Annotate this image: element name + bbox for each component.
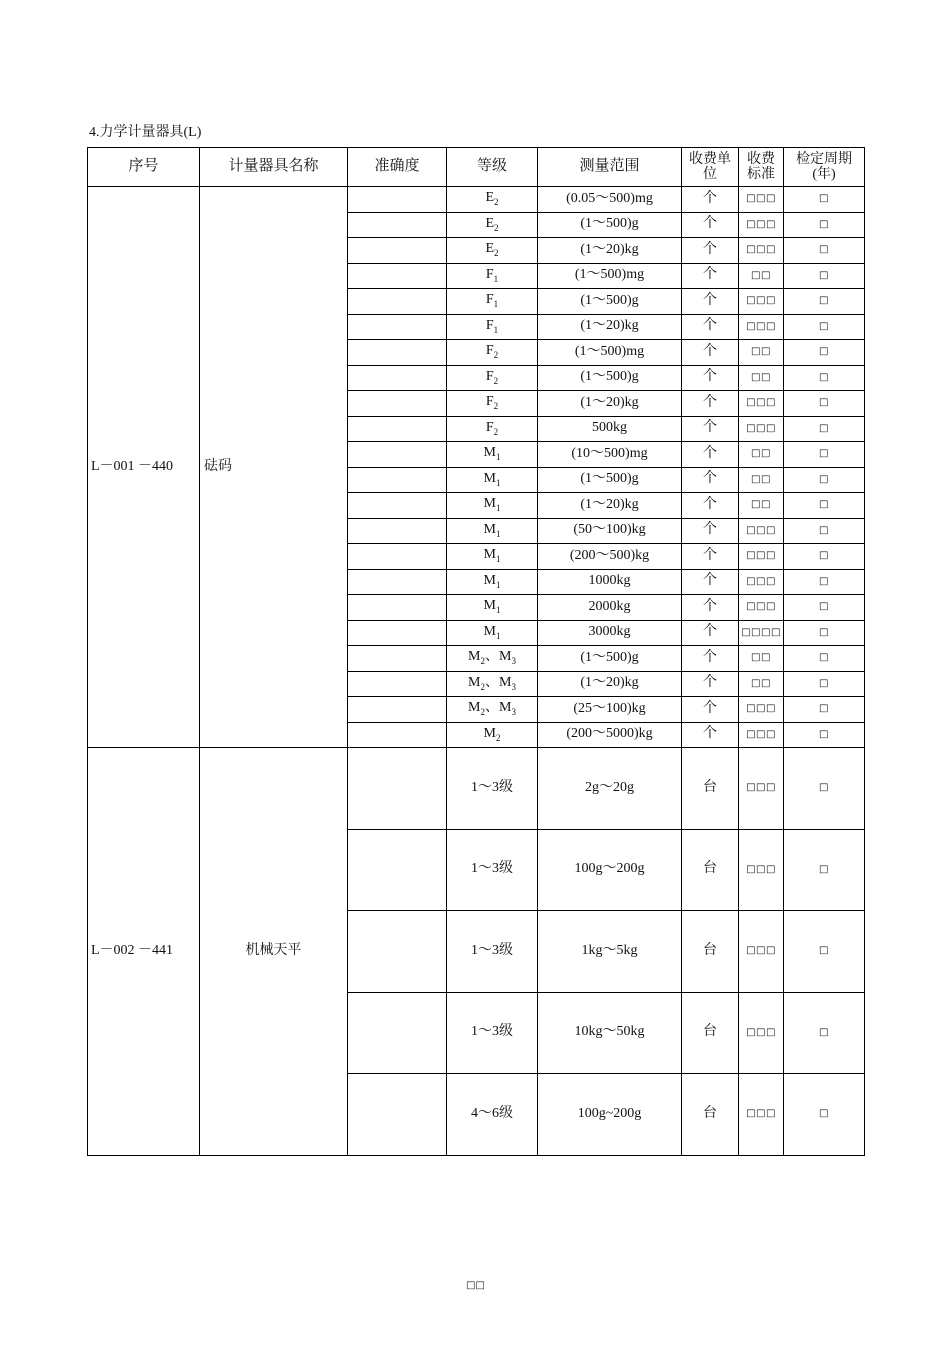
range-cell: (1～20)kg — [538, 314, 682, 340]
grade-cell: $M_1$ — [447, 569, 538, 595]
range-cell: (0.05～500)mg — [538, 187, 682, 213]
period-cell: □ — [784, 1074, 865, 1156]
unit-cell: 个 — [682, 518, 739, 544]
accuracy-cell — [348, 544, 447, 570]
period-cell: □ — [784, 697, 865, 723]
table-row — [88, 748, 865, 830]
accuracy-cell — [348, 646, 447, 672]
fee-cell: □□□ — [739, 569, 784, 595]
range-cell: 1kg～5kg — [538, 911, 682, 993]
fee-cell: □□□ — [739, 992, 784, 1074]
unit-cell: 个 — [682, 365, 739, 391]
fee-cell: □□□□ — [739, 620, 784, 646]
unit-cell: 台 — [682, 829, 739, 911]
range-cell: (1～500)g — [538, 646, 682, 672]
period-cell: □ — [784, 442, 865, 468]
period-cell: □ — [784, 544, 865, 570]
range-cell: 100g～200g — [538, 829, 682, 911]
unit-cell: 个 — [682, 238, 739, 264]
range-cell: 2000kg — [538, 595, 682, 621]
fee-cell: □□□ — [739, 911, 784, 993]
range-cell: 2g～20g — [538, 748, 682, 830]
unit-cell: 个 — [682, 671, 739, 697]
fee-cell: □□□ — [739, 314, 784, 340]
range-cell: (1～500)g — [538, 212, 682, 238]
unit-cell: 个 — [682, 416, 739, 442]
range-cell: (1～500)g — [538, 365, 682, 391]
unit-cell: 个 — [682, 595, 739, 621]
range-cell: 3000kg — [538, 620, 682, 646]
accuracy-cell — [348, 365, 447, 391]
period-cell: □ — [784, 365, 865, 391]
unit-cell: 台 — [682, 1074, 739, 1156]
period-cell: □ — [784, 493, 865, 519]
range-cell: (25～100)kg — [538, 697, 682, 723]
item-code: L－001 －440 — [88, 187, 200, 748]
fee-cell: □□ — [739, 467, 784, 493]
grade-cell: $F_2$ — [447, 416, 538, 442]
unit-cell: 台 — [682, 911, 739, 993]
fee-cell: □□□ — [739, 544, 784, 570]
range-cell: (1～500)g — [538, 289, 682, 315]
accuracy-cell — [348, 595, 447, 621]
header-accuracy: 准确度 — [348, 148, 447, 187]
unit-cell: 个 — [682, 544, 739, 570]
period-cell: □ — [784, 722, 865, 748]
grade-cell: $M_1$ — [447, 544, 538, 570]
header-name: 计量器具名称 — [200, 148, 348, 187]
grade-cell: $F_2$ — [447, 340, 538, 366]
period-cell: □ — [784, 289, 865, 315]
fee-cell: □□□ — [739, 1074, 784, 1156]
accuracy-cell — [348, 238, 447, 264]
header-period: 检定周期 (年) — [784, 148, 865, 187]
unit-cell: 个 — [682, 620, 739, 646]
instrument-table — [87, 147, 865, 1156]
period-cell: □ — [784, 829, 865, 911]
unit-cell: 个 — [682, 467, 739, 493]
period-cell: □ — [784, 569, 865, 595]
unit-cell: 个 — [682, 722, 739, 748]
header-unit: 收费单 位 — [682, 148, 739, 187]
unit-cell: 个 — [682, 289, 739, 315]
accuracy-cell — [348, 289, 447, 315]
accuracy-cell — [348, 671, 447, 697]
unit-cell: 个 — [682, 569, 739, 595]
accuracy-cell — [348, 722, 447, 748]
accuracy-cell — [348, 697, 447, 723]
range-cell: 500kg — [538, 416, 682, 442]
period-cell: □ — [784, 646, 865, 672]
fee-cell: □□□ — [739, 829, 784, 911]
range-cell: (1～20)kg — [538, 493, 682, 519]
accuracy-cell — [348, 620, 447, 646]
section-title: 4.力学计量器具(L) — [89, 125, 202, 140]
grade-cell: $M_2$ — [447, 722, 538, 748]
accuracy-cell — [348, 569, 447, 595]
range-cell: 1000kg — [538, 569, 682, 595]
fee-cell: □□□ — [739, 289, 784, 315]
fee-cell: □□□ — [739, 748, 784, 830]
grade-cell: $F_1$ — [447, 314, 538, 340]
item-code: L－002 －441 — [88, 748, 200, 1156]
grade-cell: $M_1$ — [447, 493, 538, 519]
period-cell: □ — [784, 416, 865, 442]
page-number: □□ — [466, 1280, 485, 1291]
grade-cell: $F_1$ — [447, 263, 538, 289]
unit-cell: 个 — [682, 314, 739, 340]
range-cell: (1～20)kg — [538, 671, 682, 697]
grade-cell: $M_1$ — [447, 518, 538, 544]
fee-cell: □□□ — [739, 416, 784, 442]
unit-cell: 个 — [682, 391, 739, 417]
header-fee: 收费 标准 — [739, 148, 784, 187]
range-cell: 10kg～50kg — [538, 992, 682, 1074]
accuracy-cell — [348, 212, 447, 238]
range-cell: (50～100)kg — [538, 518, 682, 544]
accuracy-cell — [348, 518, 447, 544]
fee-cell: □□□ — [739, 238, 784, 264]
accuracy-cell — [348, 263, 447, 289]
unit-cell: 个 — [682, 442, 739, 468]
grade-cell: 1～3级 — [447, 911, 538, 993]
period-cell: □ — [784, 911, 865, 993]
grade-cell: $M_1$ — [447, 467, 538, 493]
fee-cell: □□ — [739, 442, 784, 468]
period-cell: □ — [784, 992, 865, 1074]
grade-cell: 1～3级 — [447, 748, 538, 830]
grade-cell: $E_2$ — [447, 212, 538, 238]
period-cell: □ — [784, 595, 865, 621]
unit-cell: 台 — [682, 992, 739, 1074]
range-cell: (1～500)g — [538, 467, 682, 493]
header-grade: 等级 — [447, 148, 538, 187]
period-cell: □ — [784, 518, 865, 544]
grade-cell: $E_2$ — [447, 238, 538, 264]
accuracy-cell — [348, 1074, 447, 1156]
range-cell: (1～500)mg — [538, 340, 682, 366]
grade-cell: 1～3级 — [447, 829, 538, 911]
accuracy-cell — [348, 829, 447, 911]
range-cell: 100g~200g — [538, 1074, 682, 1156]
grade-cell: $M_1$ — [447, 620, 538, 646]
range-cell: (1～500)mg — [538, 263, 682, 289]
period-cell: □ — [784, 467, 865, 493]
range-cell: (1～20)kg — [538, 238, 682, 264]
unit-cell: 个 — [682, 646, 739, 672]
unit-cell: 个 — [682, 493, 739, 519]
fee-cell: □□□ — [739, 212, 784, 238]
period-cell: □ — [784, 620, 865, 646]
accuracy-cell — [348, 442, 447, 468]
period-cell: □ — [784, 671, 865, 697]
range-cell: (200～5000)kg — [538, 722, 682, 748]
grade-cell: $E_2$ — [447, 187, 538, 213]
accuracy-cell — [348, 493, 447, 519]
grade-cell: $M_2$、$M_3$ — [447, 671, 538, 697]
header-seq: 序号 — [88, 148, 200, 187]
range-cell: (10～500)mg — [538, 442, 682, 468]
accuracy-cell — [348, 748, 447, 830]
table-body — [88, 187, 865, 1156]
grade-cell: 4～6级 — [447, 1074, 538, 1156]
header-range: 测量范围 — [538, 148, 682, 187]
grade-cell: $F_1$ — [447, 289, 538, 315]
table-row — [88, 187, 865, 213]
fee-cell: □□□ — [739, 391, 784, 417]
grade-cell: 1～3级 — [447, 992, 538, 1074]
fee-cell: □□ — [739, 646, 784, 672]
item-name: 砝码 — [200, 187, 348, 748]
accuracy-cell — [348, 314, 447, 340]
unit-cell: 个 — [682, 212, 739, 238]
accuracy-cell — [348, 992, 447, 1074]
fee-cell: □□□ — [739, 697, 784, 723]
grade-cell: $M_1$ — [447, 442, 538, 468]
period-cell: □ — [784, 391, 865, 417]
grade-cell: $M_1$ — [447, 595, 538, 621]
period-cell: □ — [784, 187, 865, 213]
accuracy-cell — [348, 416, 447, 442]
unit-cell: 个 — [682, 340, 739, 366]
period-cell: □ — [784, 748, 865, 830]
fee-cell: □□□ — [739, 595, 784, 621]
range-cell: (1～20)kg — [538, 391, 682, 417]
period-cell: □ — [784, 212, 865, 238]
period-cell: □ — [784, 263, 865, 289]
period-cell: □ — [784, 238, 865, 264]
unit-cell: 个 — [682, 263, 739, 289]
accuracy-cell — [348, 340, 447, 366]
accuracy-cell — [348, 391, 447, 417]
accuracy-cell — [348, 911, 447, 993]
fee-cell: □□□ — [739, 187, 784, 213]
fee-cell: □□ — [739, 263, 784, 289]
accuracy-cell — [348, 187, 447, 213]
fee-cell: □□ — [739, 671, 784, 697]
fee-cell: □□□ — [739, 518, 784, 544]
grade-cell: $F_2$ — [447, 365, 538, 391]
grade-cell: $M_2$、$M_3$ — [447, 697, 538, 723]
fee-cell: □□ — [739, 340, 784, 366]
unit-cell: 个 — [682, 187, 739, 213]
item-name: 机械天平 — [200, 748, 348, 1156]
grade-cell: $M_2$、$M_3$ — [447, 646, 538, 672]
unit-cell: 台 — [682, 748, 739, 830]
range-cell: (200～500)kg — [538, 544, 682, 570]
grade-cell: $F_2$ — [447, 391, 538, 417]
fee-cell: □□ — [739, 493, 784, 519]
header-row — [88, 148, 865, 187]
accuracy-cell — [348, 467, 447, 493]
fee-cell: □□□ — [739, 722, 784, 748]
unit-cell: 个 — [682, 697, 739, 723]
period-cell: □ — [784, 340, 865, 366]
period-cell: □ — [784, 314, 865, 340]
fee-cell: □□ — [739, 365, 784, 391]
